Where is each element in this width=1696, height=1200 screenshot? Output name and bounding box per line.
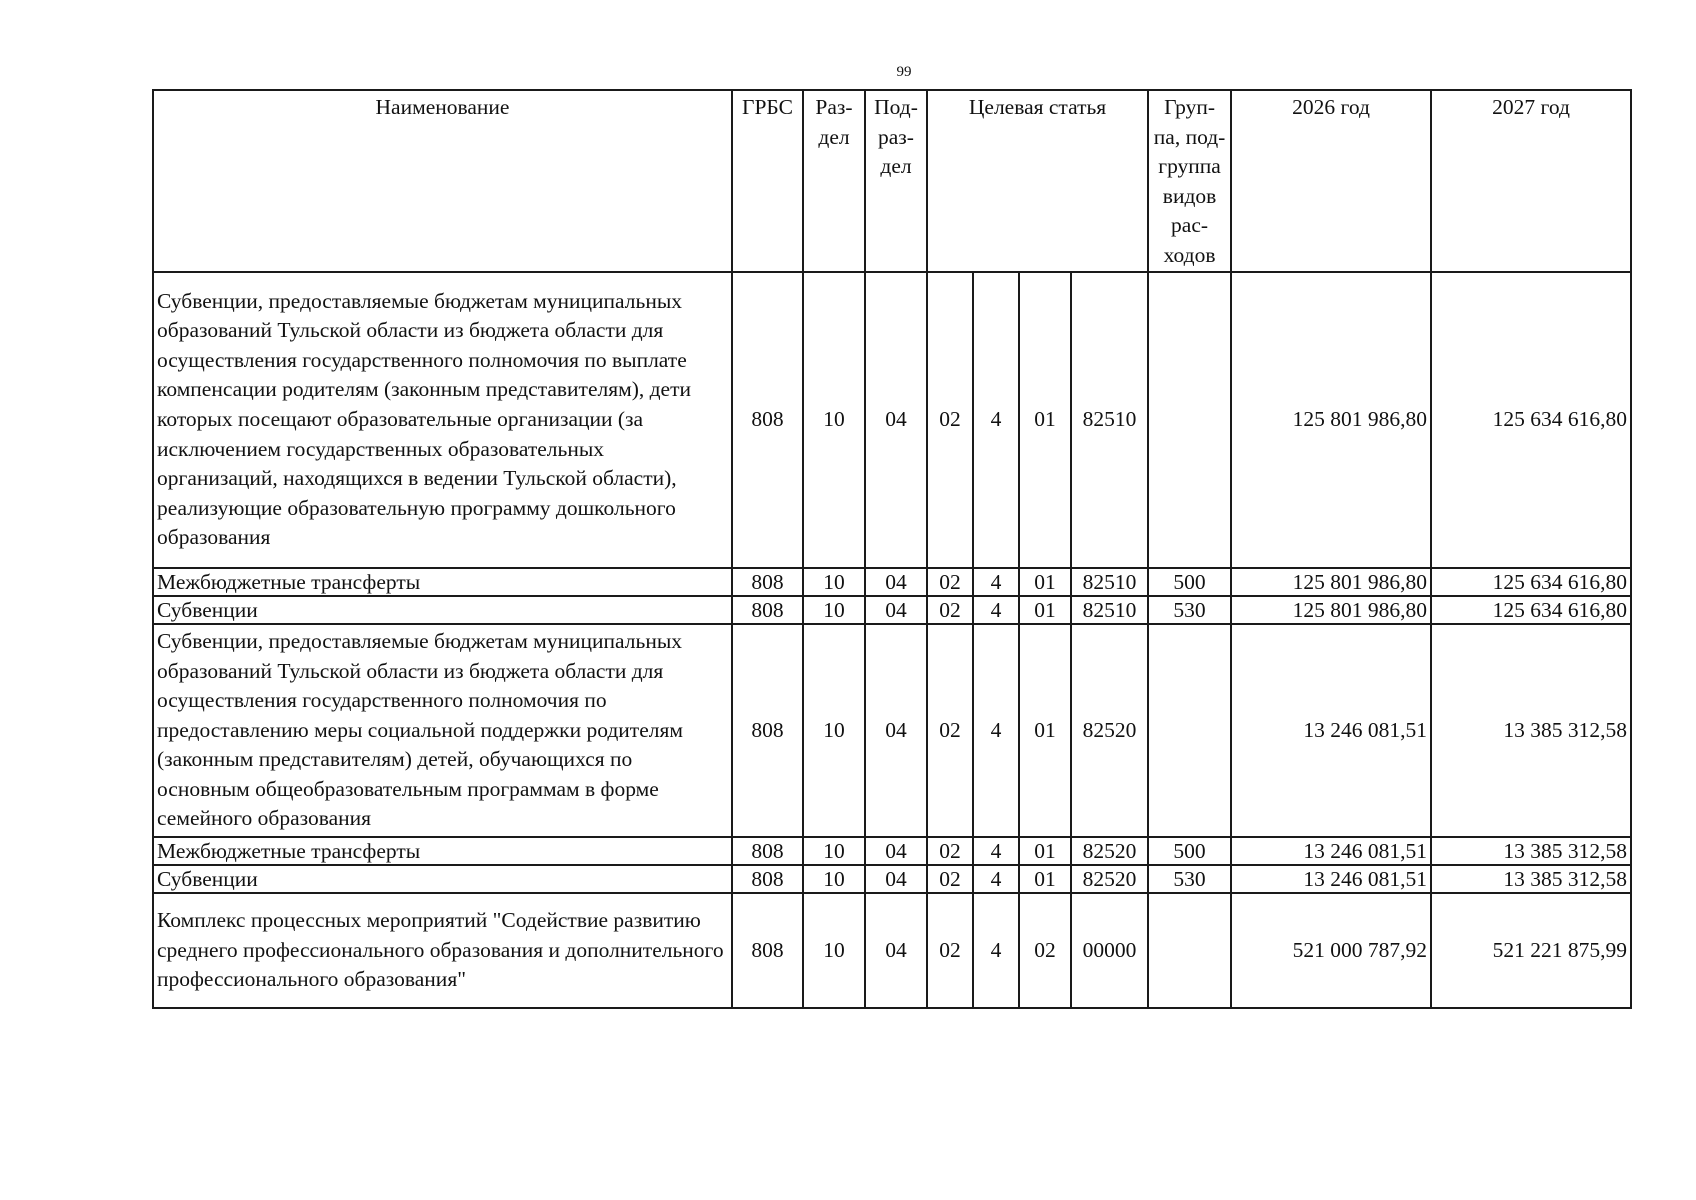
row-grbs: 808 [732,865,803,893]
row-grbs: 808 [732,624,803,837]
row-cs-program: 02 [927,272,973,568]
row-cs-direction: 82510 [1071,596,1148,624]
row-cs-program: 02 [927,837,973,865]
row-amount-2026: 125 801 986,80 [1231,568,1431,596]
row-cs-type: 4 [973,865,1019,893]
row-razdel: 10 [803,568,865,596]
table-row [153,624,1631,837]
row-cs-type: 4 [973,568,1019,596]
row-cs-type: 4 [973,893,1019,1008]
row-cs-direction: 82510 [1071,568,1148,596]
row-cs-direction: 82510 [1071,272,1148,568]
header-gruppa-vidov-rashodov: Груп- па, под- группа видов рас- ходов [1148,90,1231,272]
row-podrazdel: 04 [865,624,927,837]
row-amount-2027: 521 221 875,99 [1431,893,1631,1008]
row-amount-2027: 125 634 616,80 [1431,568,1631,596]
page-number: 99 [896,64,912,80]
row-podrazdel: 04 [865,596,927,624]
row-grbs: 808 [732,893,803,1008]
row-cs-element: 01 [1019,568,1071,596]
table-row [153,865,1631,893]
row-amount-2027: 13 385 312,58 [1431,624,1631,837]
row-gruppa [1148,893,1231,1008]
row-razdel: 10 [803,893,865,1008]
table-header-row [153,90,1631,272]
row-podrazdel: 04 [865,865,927,893]
row-cs-element: 01 [1019,624,1071,837]
table-row [153,568,1631,596]
header-name: Наименование [153,90,732,272]
row-cs-type: 4 [973,837,1019,865]
row-razdel: 10 [803,865,865,893]
row-cs-type: 4 [973,624,1019,837]
table-row [153,596,1631,624]
header-year-2027: 2027 год [1431,90,1631,272]
row-cs-element: 02 [1019,893,1071,1008]
row-cs-element: 01 [1019,837,1071,865]
row-grbs: 808 [732,596,803,624]
header-year-2026: 2026 год [1231,90,1431,272]
row-cs-program: 02 [927,596,973,624]
row-gruppa [1148,624,1231,837]
row-name: Субвенции, предоставляемые бюджетам муниципальных образований Тульской области из бюджета области для осуществления государственного полномочия по выплате компенсации родителям (законным представителям), дети которых посещают образовательные организации (за исключением государственных образовательных организаций, находящихся в ведении Тульской области), реализующие образовательную программу дошкольного образования [153,272,732,568]
row-grbs: 808 [732,272,803,568]
row-razdel: 10 [803,596,865,624]
row-name: Субвенции, предоставляемые бюджетам муниципальных образований Тульской области из бюджета области для осуществления государственного полномочия по предоставлению меры социальной поддержки родителям (законным представителям) детей, обучающихся по основным общеобразовательным программам в форме семейного образования [153,624,732,837]
row-cs-direction: 00000 [1071,893,1148,1008]
row-cs-direction: 82520 [1071,837,1148,865]
row-amount-2026: 13 246 081,51 [1231,624,1431,837]
row-podrazdel: 04 [865,837,927,865]
row-cs-program: 02 [927,568,973,596]
row-amount-2027: 13 385 312,58 [1431,865,1631,893]
row-amount-2026: 125 801 986,80 [1231,272,1431,568]
row-podrazdel: 04 [865,568,927,596]
row-gruppa [1148,272,1231,568]
row-grbs: 808 [732,568,803,596]
header-celevaya-statya: Целевая статья [927,90,1148,272]
row-name: Межбюджетные трансферты [153,568,732,596]
row-amount-2026: 125 801 986,80 [1231,596,1431,624]
header-razdel: Раз- дел [803,90,865,272]
header-grbs: ГРБС [732,90,803,272]
row-amount-2026: 13 246 081,51 [1231,837,1431,865]
row-cs-type: 4 [973,272,1019,568]
row-name: Субвенции [153,596,732,624]
row-cs-direction: 82520 [1071,624,1148,837]
row-name: Межбюджетные трансферты [153,837,732,865]
row-grbs: 808 [732,837,803,865]
table-row [153,272,1631,568]
row-gruppa: 500 [1148,837,1231,865]
row-name: Субвенции [153,865,732,893]
header-podrazdel: Под- раз- дел [865,90,927,272]
row-cs-element: 01 [1019,272,1071,568]
row-cs-program: 02 [927,865,973,893]
row-podrazdel: 04 [865,893,927,1008]
row-podrazdel: 04 [865,272,927,568]
row-cs-direction: 82520 [1071,865,1148,893]
budget-table [152,89,1632,1009]
row-amount-2027: 125 634 616,80 [1431,596,1631,624]
row-amount-2027: 125 634 616,80 [1431,272,1631,568]
table-row [153,837,1631,865]
row-gruppa: 530 [1148,865,1231,893]
row-cs-element: 01 [1019,865,1071,893]
row-amount-2026: 13 246 081,51 [1231,865,1431,893]
row-cs-element: 01 [1019,596,1071,624]
row-amount-2026: 521 000 787,92 [1231,893,1431,1008]
row-razdel: 10 [803,624,865,837]
row-cs-program: 02 [927,893,973,1008]
row-name: Комплекс процессных мероприятий "Содействие развитию среднего профессионального образования и дополнительного профессионального образования" [153,893,732,1008]
table-row [153,893,1631,1008]
row-razdel: 10 [803,837,865,865]
row-amount-2027: 13 385 312,58 [1431,837,1631,865]
row-cs-program: 02 [927,624,973,837]
row-cs-type: 4 [973,596,1019,624]
row-razdel: 10 [803,272,865,568]
row-gruppa: 530 [1148,596,1231,624]
row-gruppa: 500 [1148,568,1231,596]
